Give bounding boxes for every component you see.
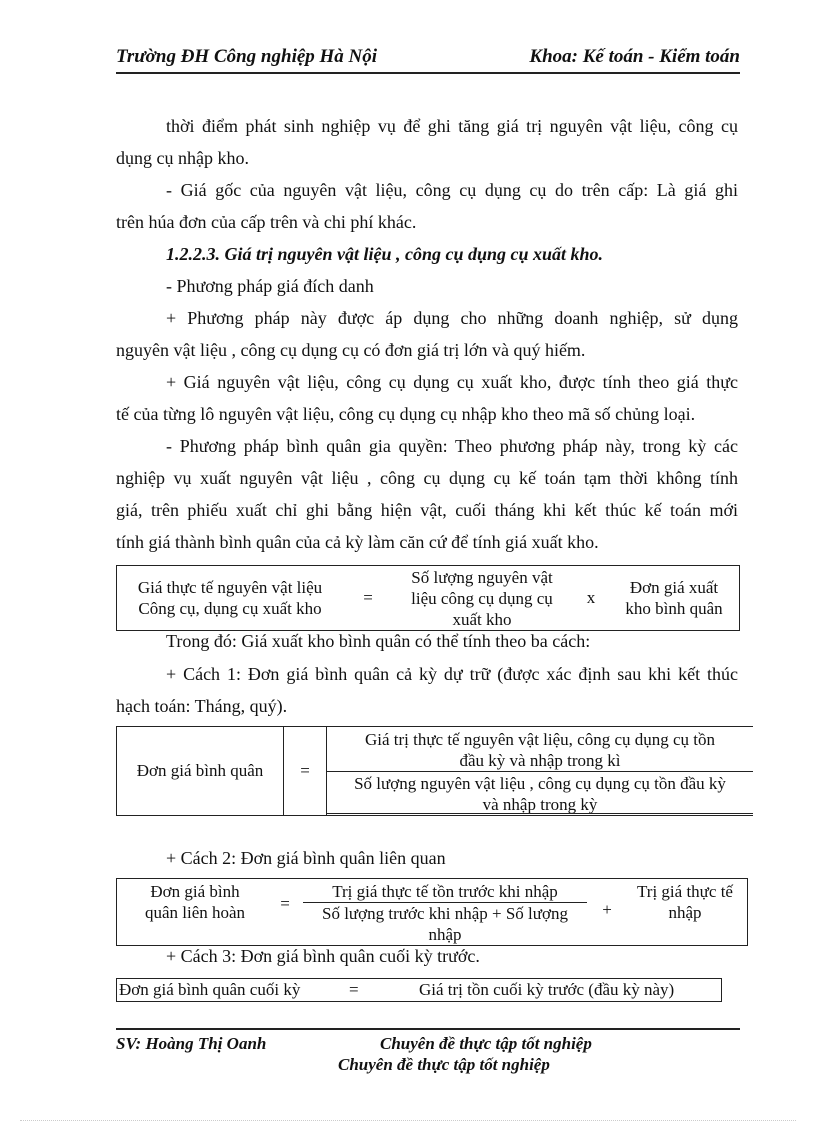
footer-title: Chuyên đề thực tập tốt nghiệp — [380, 1034, 592, 1053]
header-department: Khoa: Kế toán - Kiểm toán — [529, 46, 740, 67]
denominator-line: Số lượng nguyên vật liệu , công cụ dụng cụ tồn đầu kỳ — [354, 774, 726, 793]
paragraph-line: tính giá thành bình quân của cả kỳ làm căn cứ để tính giá xuất kho. — [116, 532, 599, 552]
equals-sign: = — [284, 727, 327, 815]
paragraph-line: tế của từng lô nguyên vật liệu, công cụ dụng cụ nhập kho theo mã số chủng loại. — [116, 404, 696, 424]
footer-rule — [116, 1028, 740, 1030]
formula-right: Giá trị tồn cuối kỳ trước (đầu kỳ này) — [419, 980, 675, 999]
formula-box-cach-2 — [116, 878, 748, 946]
formula-right-line: kho bình quân — [625, 599, 723, 618]
multiply-sign: x — [586, 588, 596, 607]
numerator-line: đầu kỳ và nhập trong kì — [459, 751, 621, 770]
formula-box-cach-1 — [116, 726, 753, 816]
formula-left-line: Giá thực tế nguyên vật liệu — [137, 578, 323, 597]
footer-title-repeat: Chuyên đề thực tập tốt nghiệp — [338, 1055, 550, 1074]
fraction-bar — [327, 771, 753, 772]
formula-mid-line: Số lượng nguyên vật — [411, 568, 553, 587]
formula-left-line: quân liên hoàn — [144, 903, 246, 922]
paragraph-line: trên húa đơn của cấp trên và chi phí khác. — [116, 212, 417, 232]
paragraph-line: + Cách 2: Đơn giá bình quân liên quan — [166, 848, 446, 868]
formula-left-line: Đơn giá bình — [150, 882, 240, 901]
paragraph-line: giá, trên phiếu xuất chỉ ghi bằng hiện vật, cuối tháng khi kết thúc kế toán mới — [116, 500, 738, 520]
denominator-line: và nhập trong kỳ — [482, 795, 598, 814]
paragraph-line: nguyên vật liệu , công cụ dụng cụ có đơn giá trị lớn và quý hiếm. — [116, 340, 586, 360]
formula-box-xuat-kho — [116, 565, 740, 631]
formula-left: Đơn giá bình quân — [117, 727, 284, 815]
equals-sign: = — [349, 980, 359, 999]
formula-left: Đơn giá bình quân cuối kỳ — [119, 980, 301, 999]
page-edge-dots — [20, 1120, 796, 1121]
paragraph-line: nghiệp vụ xuất nguyên vật liệu , công cụ dụng cụ kế toán tạm thời không tính — [116, 468, 738, 488]
formula-mid-line: xuất kho — [452, 610, 512, 629]
denominator-line: nhập — [428, 925, 462, 944]
formula-left-line: Công cụ, dụng cụ xuất kho — [138, 599, 322, 618]
header-school: Trường ĐH Công nghiệp Hà Nội — [116, 46, 378, 67]
paragraph-line: + Cách 3: Đơn giá bình quân cuối kỳ trước. — [166, 946, 480, 966]
paragraph-line: hạch toán: Tháng, quý). — [116, 696, 288, 716]
formula-right-line: nhập — [668, 903, 702, 922]
equals-sign: = — [363, 588, 373, 607]
equals-sign: = — [280, 894, 290, 913]
denominator-line: Số lượng trước khi nhập + Số lượng — [321, 904, 568, 923]
paragraph-line: - Phương pháp bình quân gia quyền: Theo phương pháp này, trong kỳ các — [166, 436, 738, 456]
section-heading: 1.2.2.3. Giá trị nguyên vật liệu , công cụ dụng cụ xuất kho. — [166, 244, 604, 264]
numerator: Trị giá thực tế tồn trước khi nhập — [303, 881, 587, 903]
paragraph-line: + Cách 1: Đơn giá bình quân cả kỳ dự trữ (được xác định sau khi kết thúc — [166, 664, 738, 684]
paragraph-line: Trong đó: Giá xuất kho bình quân có thể tính theo ba cách: — [166, 631, 591, 651]
paragraph-line: thời điểm phát sinh nghiệp vụ để ghi tăng giá trị nguyên vật liệu, công cụ — [166, 116, 738, 136]
paragraph-line: + Giá nguyên vật liệu, công cụ dụng cụ xuất kho, được tính theo giá thực — [166, 372, 738, 392]
formula-right-line: Trị giá thực tế — [637, 882, 733, 901]
paragraph-line: - Giá gốc của nguyên vật liệu, công cụ dụng cụ do trên cấp: Là giá ghi — [166, 180, 738, 200]
formula-mid-line: liệu công cụ dụng cụ — [411, 589, 553, 608]
paragraph-line: dụng cụ nhập kho. — [116, 148, 249, 168]
header-rule — [116, 72, 740, 74]
formula-right-line: Đơn giá xuất — [629, 578, 719, 597]
box-bottom-rule — [327, 813, 753, 814]
paragraph-line: + Phương pháp này được áp dụng cho những doanh nghiệp, sử dụng — [166, 308, 738, 328]
numerator-line: Giá trị thực tế nguyên vật liệu, công cụ dụng cụ tồn — [364, 730, 716, 749]
plus-sign: + — [602, 900, 612, 919]
paragraph-line: - Phương pháp giá đích danh — [166, 276, 374, 296]
footer-student: SV: Hoàng Thị Oanh — [116, 1034, 267, 1053]
formula-box-cach-3 — [116, 978, 722, 1002]
